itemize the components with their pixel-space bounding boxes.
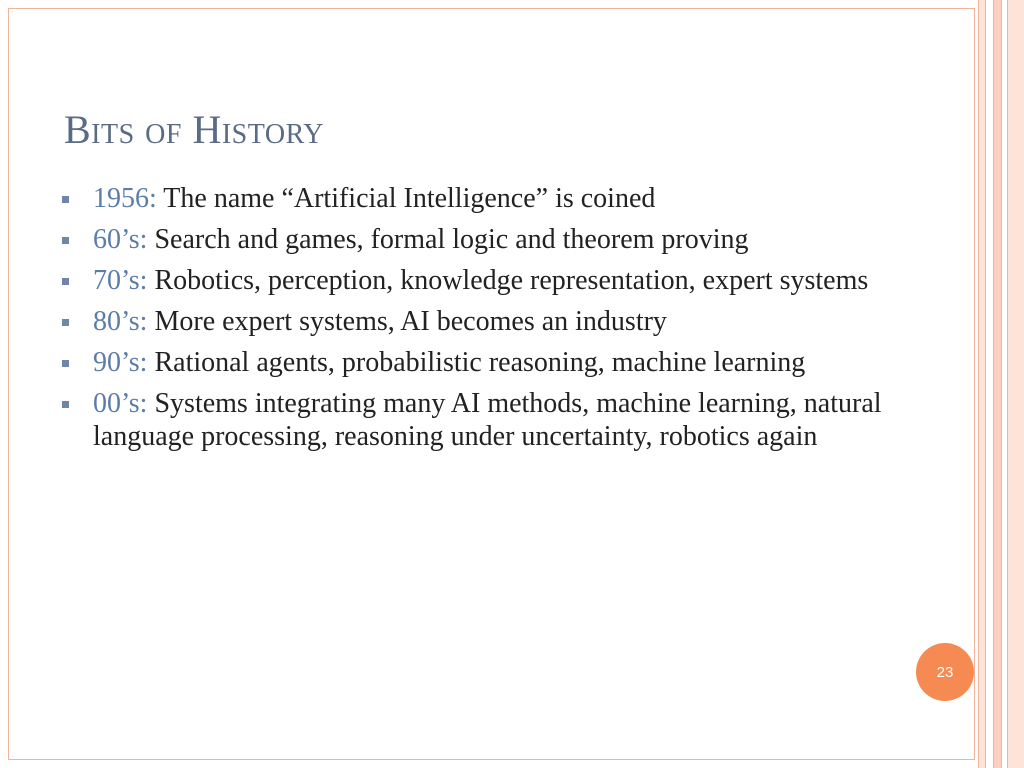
page-number-badge [916,643,974,701]
era-label: 80’s: [93,306,155,337]
era-label: 1956: [93,183,164,214]
bullet-square-icon [62,401,69,408]
bullet-text: More expert systems, AI becomes an industry [154,306,667,337]
decorative-stripe [1007,0,1024,768]
list-item [62,223,902,256]
era-label: 70’s: [93,265,155,296]
bullet-text: Systems integrating many AI methods, machine learning, natural language processing, reasoning under uncertainty, robotics again [93,388,882,452]
list-item [62,182,902,215]
bullet-square-icon [62,319,69,326]
bullet-text: Rational agents, probabilistic reasoning, machine learning [154,347,806,378]
list-item [62,387,902,453]
decorative-stripe [993,0,1002,768]
list-item [62,264,902,297]
page-number: 23 [936,663,954,681]
bullet-square-icon [62,360,69,367]
bullet-square-icon [62,278,69,285]
decorative-stripe [978,0,986,768]
bullet-text: Robotics, perception, knowledge representation, expert systems [154,265,869,296]
bullet-text: Search and games, formal logic and theorem proving [154,224,749,255]
era-label: 00’s: [93,388,155,419]
list-item [62,305,902,338]
bullet-square-icon [62,196,69,203]
bullet-text: The name “Artificial Intelligence” is coined [163,183,656,214]
list-item [62,346,902,379]
era-label: 90’s: [93,347,155,378]
bullet-square-icon [62,237,69,244]
era-label: 60’s: [93,224,155,255]
bullet-list [62,182,902,461]
slide-title: Bits of History [64,107,324,152]
